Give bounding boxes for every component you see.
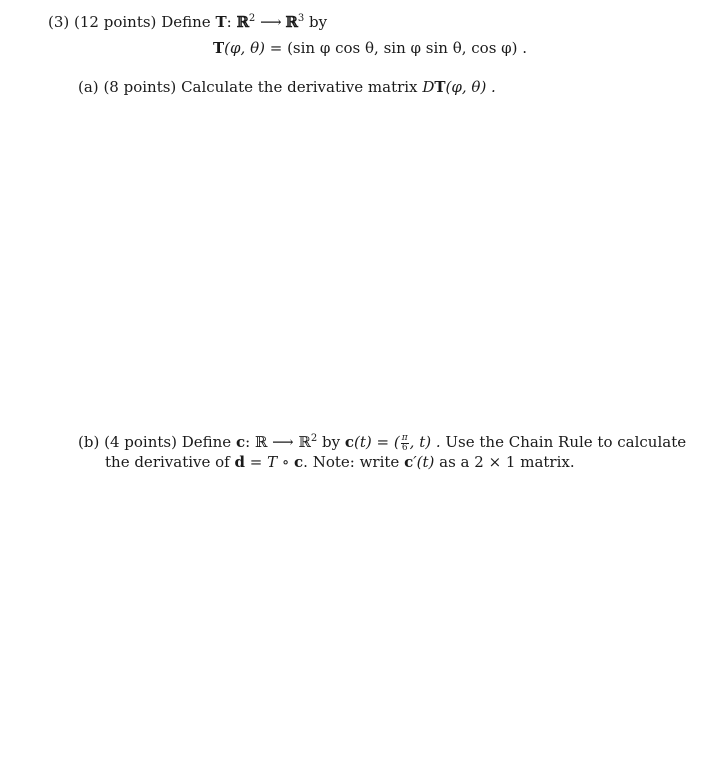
part-a-args: (φ, θ) . (445, 78, 496, 96)
part-b-answer-space (0, 475, 724, 766)
part-b-by-word: by (322, 433, 341, 451)
domain-exponent: 2 (248, 13, 256, 24)
part-b-points: (4 points) (104, 433, 177, 451)
part-b-label: (b) (78, 433, 100, 451)
part-b-c-def-end: , t) . (409, 433, 441, 451)
map-arrow: ⟶ (260, 13, 281, 31)
part-b-define-word: Define (181, 433, 232, 451)
part-b-line2-start: the derivative of (105, 453, 230, 471)
part-a-D: D (422, 78, 435, 96)
part-b-domain: : ℝ ⟶ ℝ (245, 433, 311, 451)
formula-rhs: (sin φ cos θ, sin φ sin θ, cos φ) . (287, 39, 528, 57)
part-b-c-name: c (235, 433, 246, 451)
part-b-domain-exp: 2 (310, 433, 318, 444)
part-b-compose: = T ∘ (245, 453, 295, 471)
part-b-d-name: d (234, 453, 246, 471)
frac-numerator: π (401, 432, 408, 443)
part-b-prime-t: ′(t) (413, 453, 435, 471)
map-name: T (215, 13, 227, 31)
part-b-instruction: Use the Chain Rule to calculate (445, 433, 687, 451)
part-b-note: . Note: write (303, 453, 400, 471)
part-a-line (78, 77, 496, 97)
part-a-text: Calculate the derivative matrix (181, 78, 418, 96)
part-b-c-prime: c (404, 453, 414, 471)
part-b-as-matrix: as a 2 × 1 matrix. (439, 453, 575, 471)
part-a-T: T (434, 78, 446, 96)
frac-denominator: 6 (401, 442, 408, 453)
part-b-c-def-lhs: c (344, 433, 355, 451)
problem-points: (12 points) (74, 13, 157, 31)
codomain-exponent: 3 (297, 13, 305, 24)
part-a-label: (a) (78, 78, 99, 96)
formula-line (213, 38, 527, 58)
part-b-line-1 (78, 432, 686, 453)
part-b-line-2 (105, 452, 575, 472)
pi-over-six-fraction (401, 434, 409, 453)
part-a-points: (8 points) (103, 78, 177, 96)
define-word: Define (161, 13, 211, 31)
problem-statement-line: (3) (12 points) Define T: ℝ$^2$ ⟶ ℝ$^3$ by (48, 13, 328, 31)
domain-symbol: ℝ (236, 13, 249, 31)
problem-number: (3) (48, 13, 70, 31)
part-a-answer-space (0, 100, 724, 425)
formula-lhs: T (213, 39, 225, 57)
codomain-symbol: ℝ (285, 13, 298, 31)
formula-args: (φ, θ) = (224, 39, 288, 57)
by-word: by (308, 13, 328, 31)
part-b-c-again: c (294, 453, 304, 471)
part-b-c-def-mid: (t) = ( (354, 433, 400, 451)
